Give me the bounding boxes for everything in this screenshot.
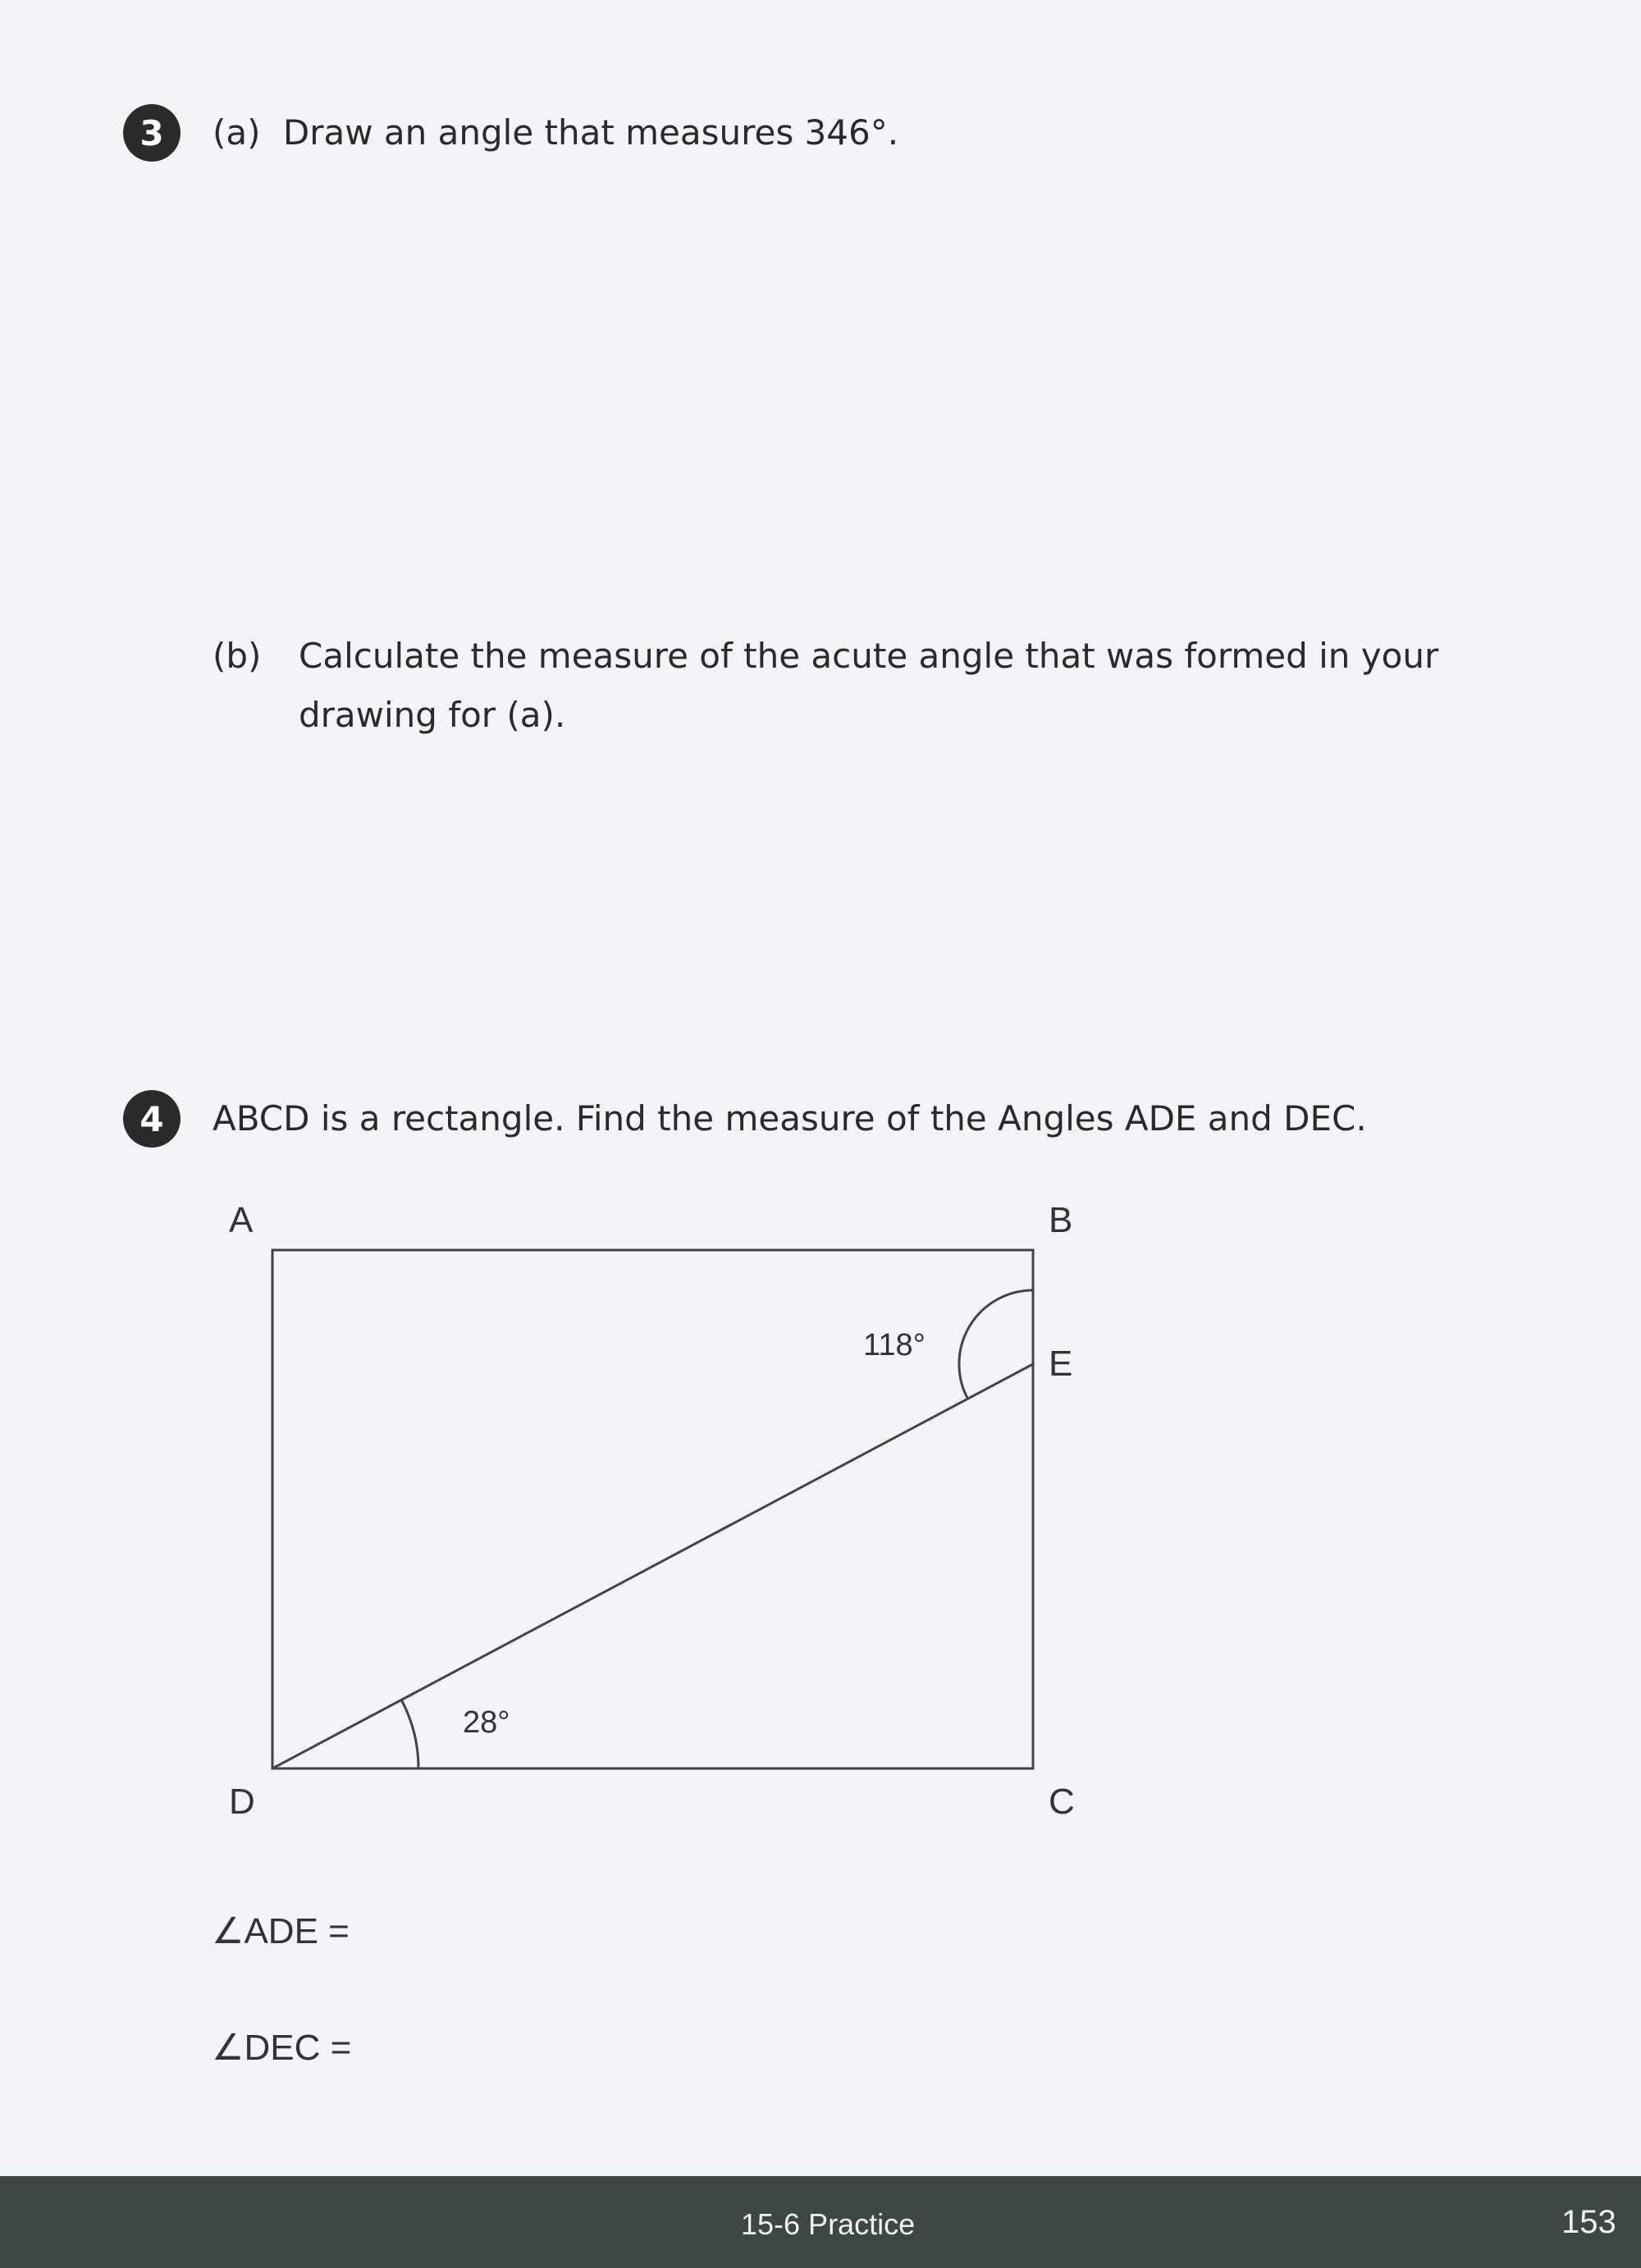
vertex-label-d: D [229,1782,255,1822]
page-number: 153 [1561,2204,1616,2240]
part-b-label: (b) [213,636,262,676]
angle-label-28: 28° [463,1705,510,1740]
vertex-label-a: A [229,1200,254,1240]
answer-ade: ∠ADE = [212,1911,350,1951]
angle-label-118: 118° [863,1328,926,1362]
part-a-text: Draw an angle that measures 346°. [282,112,899,153]
angle-arc-d [401,1700,418,1768]
answer-dec: ∠DEC = [212,2028,352,2068]
part-b-line-2: drawing for (a). [299,695,566,735]
segment-de [272,1364,1033,1768]
footer-section: 15-6 Practice [741,2207,916,2241]
part-b-line-1: Calculate the measure of the acute angle that was formed in your [299,636,1439,676]
page-footer [0,2176,1641,2268]
question-4-badge: 4 [123,1090,181,1148]
vertex-label-b: B [1049,1200,1073,1240]
question-4-text: ABCD is a rectangle. Find the measure of the Angles ADE and DEC. [213,1098,1367,1139]
question-3-badge: 3 [123,104,181,162]
part-a-label: (a) [213,112,261,153]
vertex-label-e: E [1049,1344,1073,1384]
vertex-label-c: C [1049,1782,1075,1822]
